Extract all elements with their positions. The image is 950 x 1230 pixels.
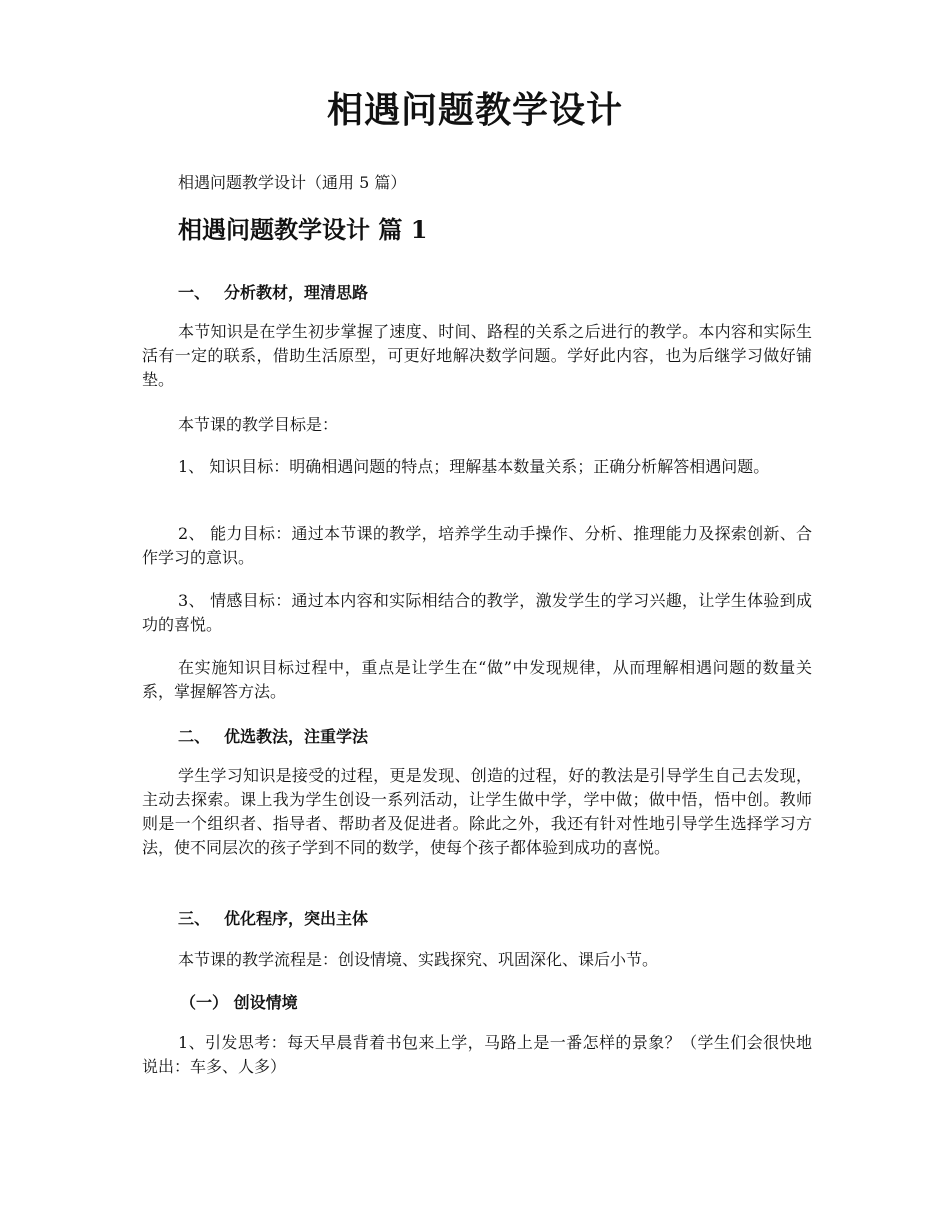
paragraph-process: 本节课的教学流程是：创设情境、实践探究、巩固深化、课后小节。 [178,950,659,969]
heading-3 [178,906,368,929]
heading-2-number: 二、 [178,727,211,746]
heading-2 [178,724,368,747]
paragraph-key-point: 在实施知识目标过程中，重点是让学生在“做”中发现规律，从而理解相遇问题的数量关系，掌握解答方法。 [142,658,812,701]
document-subtitle: 相遇问题教学设计（通用 5 篇） [178,173,407,192]
heading-2-text: 优选教法，注重学法 [224,727,369,746]
paragraph-goal-emotion: 3、 情感目标：通过本内容和实际相结合的教学，激发学生的学习兴趣，让学生体验到成功的喜悦。 [142,591,812,634]
heading-1-number: 一、 [178,283,211,302]
heading-3-number: 三、 [178,909,211,928]
subheading-1: （一） 创设情境 [180,993,298,1012]
paragraph-goal-ability: 2、 能力目标：通过本节课的教学，培养学生动手操作、分析、推理能力及探索创新、合作学习的意识。 [142,524,812,567]
paragraph-teaching-method: 学生学习知识是接受的过程，更是发现、创造的过程，好的教法是引导学生自己去发现，主动去探索。课上我为学生创设一系列活动，让学生做中学，学中做；做中悟，悟中创。教师则是一个组织者、指导者、帮助者及促进者。除此之外，我还有针对性地引导学生选择学习方法，使不同层次的孩子学到不同的数学，使每个孩子都体验到成功的喜悦。 [142,766,812,857]
heading-1 [178,280,368,303]
heading-3-text: 优化程序，突出主体 [224,909,369,928]
paragraph-goals-lead: 本节课的教学目标是： [178,415,339,434]
section-title: 相遇问题教学设计 篇 1 [178,215,428,244]
paragraph-intro: 本节知识是在学生初步掌握了速度、时间、路程的关系之后进行的教学。本内容和实际生活有一定的联系，借助生活原型，可更好地解决数学问题。学好此内容，也为后继学习做好铺垫。 [142,322,812,389]
paragraph-thinking: 1、引发思考：每天早晨背着书包来上学，马路上是一番怎样的景象？（学生们会很快地说出：车多、人多） [142,1033,812,1076]
heading-1-text: 分析教材，理清思路 [224,283,369,302]
document-title: 相遇问题教学设计 [326,89,623,131]
paragraph-goal-knowledge: 1、 知识目标：明确相遇问题的特点；理解基本数量关系；正确分析解答相遇问题。 [178,457,770,476]
